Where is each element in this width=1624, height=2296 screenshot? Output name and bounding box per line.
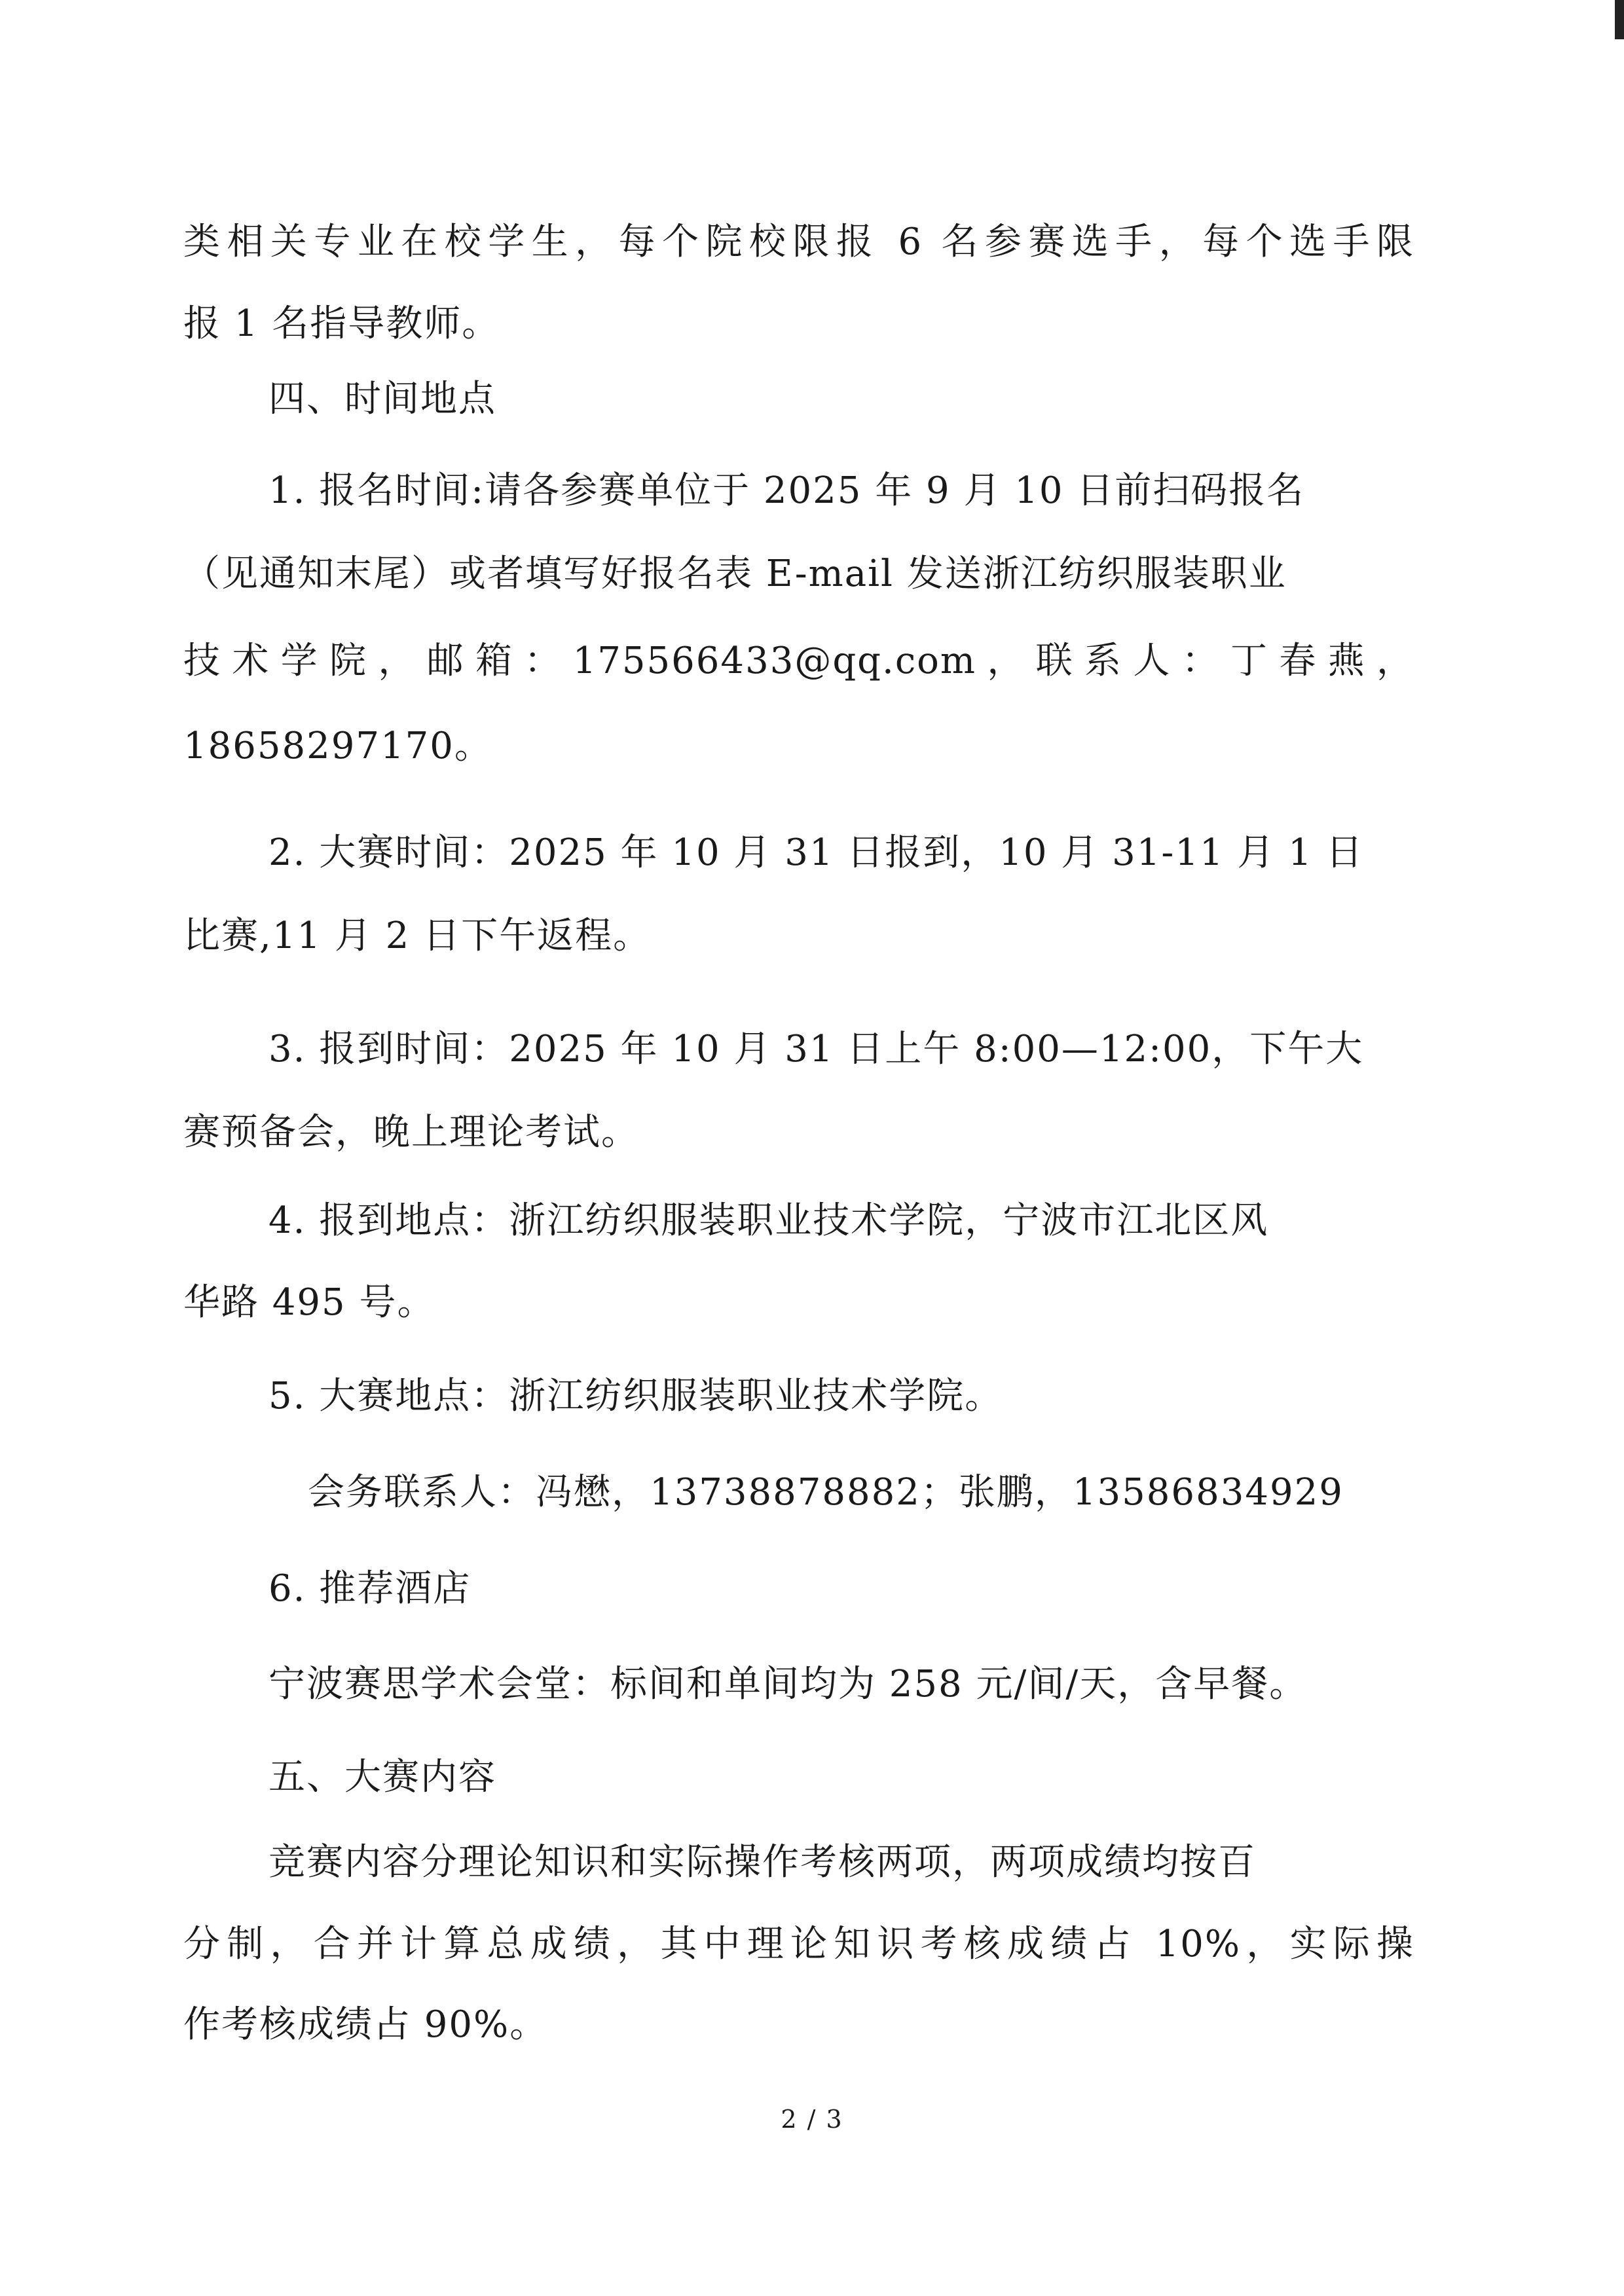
conference-contacts-line: 会务联系人：冯懋，13738878882；张鹏，13586834929 bbox=[308, 1471, 1344, 1514]
scan-edge-mark bbox=[1615, 0, 1624, 39]
hotel-detail-line: 宁波赛思学术会堂：标间和单间均为 258 元/间/天，含早餐。 bbox=[268, 1663, 1308, 1705]
registration-contact-line: 技术学院，邮箱：175566433@qq.com，联系人：丁春燕， bbox=[183, 640, 1414, 682]
check-in-place-line-1: 4. 报到地点：浙江纺织服装职业技术学院，宁波市江北区风 bbox=[268, 1199, 1269, 1242]
content-line-1: 竞赛内容分理论知识和实际操作考核两项，两项成绩均按百 bbox=[268, 1841, 1256, 1884]
section-heading-content: 五、大赛内容 bbox=[268, 1756, 496, 1798]
registration-phone-line: 18658297170。 bbox=[183, 725, 492, 767]
competition-time-line-1: 2. 大赛时间：2025 年 10 月 31 日报到，10 月 31-11 月 1 日 bbox=[268, 831, 1364, 874]
check-in-time-line-2: 赛预备会，晚上理论考试。 bbox=[183, 1111, 639, 1154]
body-line-1: 类相关专业在校学生，每个院校限报 6 名参赛选手，每个选手限 bbox=[183, 221, 1414, 263]
check-in-place-line-2: 华路 495 号。 bbox=[183, 1281, 435, 1324]
competition-time-line-2: 比赛,11 月 2 日下午返程。 bbox=[183, 915, 652, 957]
check-in-time-line-1: 3. 报到时间：2025 年 10 月 31 日上午 8:00—12:00，下午大 bbox=[268, 1028, 1364, 1070]
content-line-3: 作考核成绩占 90%。 bbox=[183, 2003, 548, 2046]
body-line-2: 报 1 名指导教师。 bbox=[183, 302, 500, 345]
competition-venue-line: 5. 大赛地点：浙江纺织服装职业技术学院。 bbox=[268, 1375, 1003, 1417]
registration-time-line-1: 1. 报名时间:请各参赛单位于 2025 年 9 月 10 日前扫码报名 bbox=[268, 469, 1305, 512]
registration-time-line-2: （见通知末尾）或者填写好报名表 E-mail 发送浙江纺织服装职业 bbox=[183, 553, 1287, 595]
recommended-hotel-heading: 6. 推荐酒店 bbox=[268, 1567, 471, 1610]
content-line-2: 分制，合并计算总成绩，其中理论知识考核成绩占 10%，实际操 bbox=[183, 1923, 1414, 1965]
page-number: 2 / 3 bbox=[781, 2105, 843, 2134]
section-heading-time-place: 四、时间地点 bbox=[268, 378, 496, 420]
